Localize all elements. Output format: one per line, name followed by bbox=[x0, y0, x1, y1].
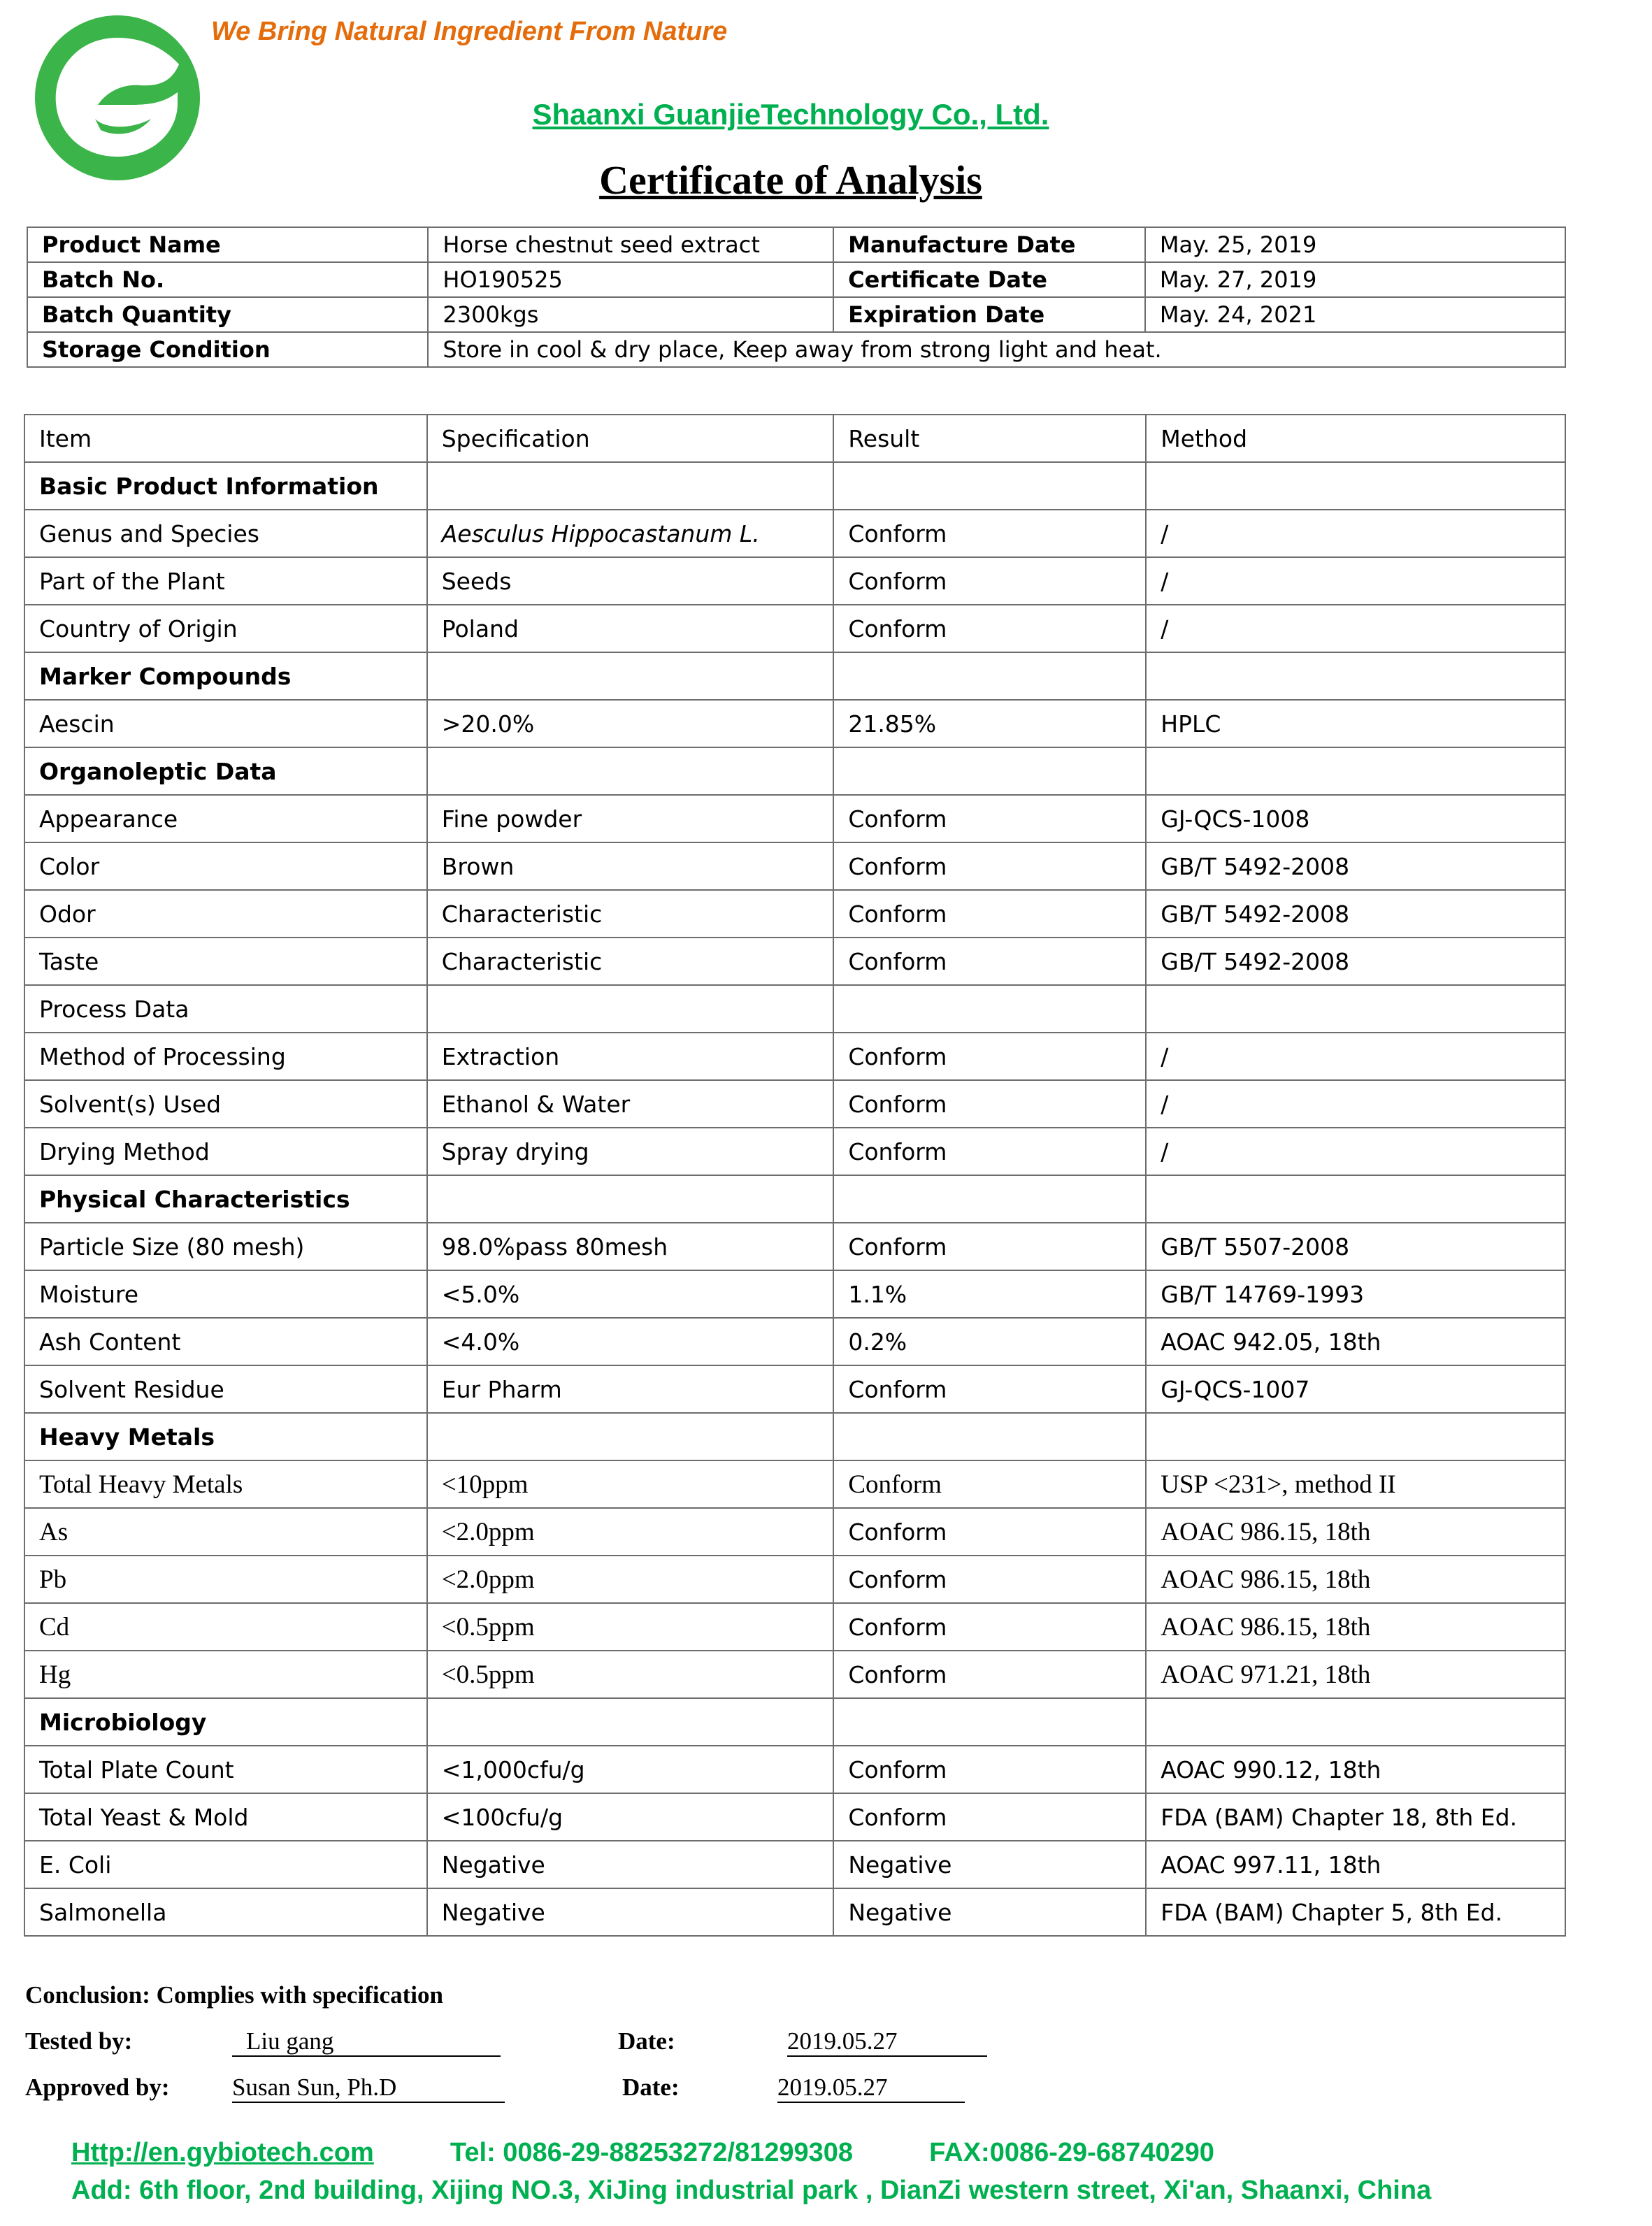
item-cell: E. Coli bbox=[24, 1841, 427, 1888]
specification-cell: Negative bbox=[427, 1888, 834, 1936]
result-cell: Conform bbox=[833, 1746, 1146, 1793]
result-cell: Conform bbox=[833, 1080, 1146, 1128]
method-cell: GB/T 5492-2008 bbox=[1146, 890, 1565, 938]
item-cell: Organoleptic Data bbox=[24, 747, 427, 795]
table-row bbox=[27, 227, 1565, 262]
item-cell: Hg bbox=[24, 1651, 427, 1698]
table-row bbox=[24, 1793, 1565, 1841]
item-cell: Cd bbox=[24, 1603, 427, 1651]
specification-cell bbox=[427, 652, 834, 700]
storage-condition-label: Storage Condition bbox=[27, 332, 428, 367]
section-row bbox=[24, 652, 1565, 700]
item-cell: Microbiology bbox=[24, 1698, 427, 1746]
section-row bbox=[24, 1698, 1565, 1746]
section-row bbox=[24, 1175, 1565, 1223]
column-header-result: Result bbox=[833, 415, 1146, 462]
specification-cell: <1,000cfu/g bbox=[427, 1746, 834, 1793]
specification-cell: Characteristic bbox=[427, 938, 834, 985]
specification-cell: <0.5ppm bbox=[427, 1603, 834, 1651]
method-cell: GB/T 5507-2008 bbox=[1146, 1223, 1565, 1270]
expiration-date-label: Expiration Date bbox=[833, 297, 1145, 332]
method-cell: / bbox=[1146, 557, 1565, 605]
storage-condition-value: Store in cool & dry place, Keep away from strong light and heat. bbox=[428, 332, 1565, 367]
expiration-date-value: May. 24, 2021 bbox=[1145, 297, 1565, 332]
item-cell: Odor bbox=[24, 890, 427, 938]
result-cell: Conform bbox=[833, 890, 1146, 938]
result-cell: Conform bbox=[833, 1793, 1146, 1841]
item-cell: Taste bbox=[24, 938, 427, 985]
section-row bbox=[24, 1413, 1565, 1460]
method-cell: GB/T 5492-2008 bbox=[1146, 842, 1565, 890]
table-row bbox=[24, 842, 1565, 890]
specification-cell: Fine powder bbox=[427, 795, 834, 842]
method-cell bbox=[1146, 652, 1565, 700]
table-row bbox=[24, 1603, 1565, 1651]
method-cell bbox=[1146, 1413, 1565, 1460]
table-row bbox=[24, 1270, 1565, 1318]
specification-cell: Brown bbox=[427, 842, 834, 890]
specification-cell: Ethanol & Water bbox=[427, 1080, 834, 1128]
method-cell: / bbox=[1146, 605, 1565, 652]
specification-cell: 98.0%pass 80mesh bbox=[427, 1223, 834, 1270]
result-cell: Negative bbox=[833, 1841, 1146, 1888]
table-row bbox=[24, 1746, 1565, 1793]
item-cell: Physical Characteristics bbox=[24, 1175, 427, 1223]
item-cell: Country of Origin bbox=[24, 605, 427, 652]
item-cell: Total Heavy Metals bbox=[24, 1460, 427, 1508]
tested-by-value: Liu gang bbox=[232, 2027, 501, 2057]
company-name: Shaanxi GuanjieTechnology Co., Ltd. bbox=[532, 98, 1049, 131]
result-cell bbox=[833, 985, 1146, 1033]
result-cell: Conform bbox=[833, 1508, 1146, 1556]
table-row bbox=[24, 1365, 1565, 1413]
contact-line bbox=[71, 2138, 1214, 2168]
table-row bbox=[24, 1128, 1565, 1175]
conclusion: Conclusion: Complies with specification bbox=[25, 1981, 443, 2009]
result-cell: Conform bbox=[833, 842, 1146, 890]
specification-cell: Negative bbox=[427, 1841, 834, 1888]
table-row bbox=[24, 1556, 1565, 1603]
approved-date-label: Date: bbox=[622, 2074, 680, 2101]
result-cell: Conform bbox=[833, 557, 1146, 605]
specification-cell: <5.0% bbox=[427, 1270, 834, 1318]
method-cell bbox=[1146, 1698, 1565, 1746]
method-cell: / bbox=[1146, 1128, 1565, 1175]
method-cell: USP <231>, method II bbox=[1146, 1460, 1565, 1508]
specification-cell: >20.0% bbox=[427, 700, 834, 747]
method-cell: FDA (BAM) Chapter 5, 8th Ed. bbox=[1146, 1888, 1565, 1936]
specification-cell: Characteristic bbox=[427, 890, 834, 938]
result-cell: Conform bbox=[833, 795, 1146, 842]
result-cell: Conform bbox=[833, 605, 1146, 652]
specification-cell bbox=[427, 747, 834, 795]
result-cell bbox=[833, 747, 1146, 795]
item-cell: Marker Compounds bbox=[24, 652, 427, 700]
tagline: We Bring Natural Ingredient From Nature bbox=[211, 17, 728, 46]
address: Add: 6th floor, 2nd building, Xijing NO.3, XiJing industrial park , DianZi western street, Xi'an, Shaanxi, China bbox=[71, 2176, 1432, 2205]
result-cell: Conform bbox=[833, 1651, 1146, 1698]
method-cell: AOAC 997.11, 18th bbox=[1146, 1841, 1565, 1888]
certificate-date-label: Certificate Date bbox=[833, 262, 1145, 297]
table-row bbox=[24, 605, 1565, 652]
item-cell: Aescin bbox=[24, 700, 427, 747]
manufacture-date-label: Manufacture Date bbox=[833, 227, 1145, 262]
method-cell: GB/T 14769-1993 bbox=[1146, 1270, 1565, 1318]
item-cell: Color bbox=[24, 842, 427, 890]
result-cell: Conform bbox=[833, 1033, 1146, 1080]
method-cell: AOAC 986.15, 18th bbox=[1146, 1508, 1565, 1556]
batch-quantity-label: Batch Quantity bbox=[27, 297, 428, 332]
method-cell: / bbox=[1146, 510, 1565, 557]
specification-cell: Extraction bbox=[427, 1033, 834, 1080]
table-row bbox=[24, 938, 1565, 985]
page-title: Certificate of Analysis bbox=[599, 157, 982, 203]
table-row bbox=[24, 1223, 1565, 1270]
table-row bbox=[24, 557, 1565, 605]
table-row bbox=[24, 1651, 1565, 1698]
method-cell bbox=[1146, 462, 1565, 510]
specification-cell: Eur Pharm bbox=[427, 1365, 834, 1413]
item-cell: Ash Content bbox=[24, 1318, 427, 1365]
approved-by-label: Approved by: bbox=[25, 2074, 170, 2101]
batch-no-value: HO190525 bbox=[428, 262, 833, 297]
table-row bbox=[24, 795, 1565, 842]
table-row bbox=[24, 510, 1565, 557]
specification-cell bbox=[427, 462, 834, 510]
specification-cell bbox=[427, 1698, 834, 1746]
table-row bbox=[24, 1508, 1565, 1556]
specification-cell: Seeds bbox=[427, 557, 834, 605]
method-cell: AOAC 942.05, 18th bbox=[1146, 1318, 1565, 1365]
item-cell: Pb bbox=[24, 1556, 427, 1603]
result-cell bbox=[833, 462, 1146, 510]
product-info-table bbox=[27, 227, 1566, 368]
table-row bbox=[24, 1888, 1565, 1936]
table-row bbox=[27, 262, 1565, 297]
item-cell: Part of the Plant bbox=[24, 557, 427, 605]
website-link[interactable]: Http://en.gybiotech.com bbox=[71, 2138, 374, 2167]
result-cell: Conform bbox=[833, 1365, 1146, 1413]
section-row bbox=[24, 747, 1565, 795]
column-header-specification: Specification bbox=[427, 415, 834, 462]
method-cell: / bbox=[1146, 1033, 1565, 1080]
table-row bbox=[24, 985, 1565, 1033]
method-cell: / bbox=[1146, 1080, 1565, 1128]
result-cell: Conform bbox=[833, 1603, 1146, 1651]
item-cell: Moisture bbox=[24, 1270, 427, 1318]
telephone: Tel: 0086-29-88253272/81299308 bbox=[450, 2138, 854, 2167]
result-cell: Conform bbox=[833, 938, 1146, 985]
item-cell: Process Data bbox=[24, 985, 427, 1033]
table-row bbox=[24, 1318, 1565, 1365]
item-cell: Solvent(s) Used bbox=[24, 1080, 427, 1128]
product-name-value: Horse chestnut seed extract bbox=[428, 227, 833, 262]
item-cell: Solvent Residue bbox=[24, 1365, 427, 1413]
table-row bbox=[24, 890, 1565, 938]
result-cell: Negative bbox=[833, 1888, 1146, 1936]
specification-table bbox=[24, 414, 1566, 1937]
specification-cell: <10ppm bbox=[427, 1460, 834, 1508]
specification-cell: <0.5ppm bbox=[427, 1651, 834, 1698]
column-header-item: Item bbox=[24, 415, 427, 462]
item-cell: Total Plate Count bbox=[24, 1746, 427, 1793]
method-cell: GJ-QCS-1007 bbox=[1146, 1365, 1565, 1413]
table-row bbox=[24, 1033, 1565, 1080]
method-cell bbox=[1146, 985, 1565, 1033]
method-cell: AOAC 986.15, 18th bbox=[1146, 1603, 1565, 1651]
method-cell: GB/T 5492-2008 bbox=[1146, 938, 1565, 985]
result-cell: 0.2% bbox=[833, 1318, 1146, 1365]
specification-cell: <2.0ppm bbox=[427, 1556, 834, 1603]
result-cell: Conform bbox=[833, 1556, 1146, 1603]
batch-quantity-value: 2300kgs bbox=[428, 297, 833, 332]
result-cell: Conform bbox=[833, 1223, 1146, 1270]
method-cell: AOAC 990.12, 18th bbox=[1146, 1746, 1565, 1793]
specification-cell bbox=[427, 1175, 834, 1223]
method-cell bbox=[1146, 747, 1565, 795]
specification-cell: Spray drying bbox=[427, 1128, 834, 1175]
approved-date-value: 2019.05.27 bbox=[777, 2074, 965, 2103]
method-cell: FDA (BAM) Chapter 18, 8th Ed. bbox=[1146, 1793, 1565, 1841]
result-cell: Conform bbox=[833, 510, 1146, 557]
item-cell: Heavy Metals bbox=[24, 1413, 427, 1460]
result-cell bbox=[833, 652, 1146, 700]
batch-no-label: Batch No. bbox=[27, 262, 428, 297]
specification-cell bbox=[427, 1413, 834, 1460]
table-row bbox=[24, 700, 1565, 747]
column-header-method: Method bbox=[1146, 415, 1565, 462]
section-row bbox=[24, 462, 1565, 510]
specification-cell: <4.0% bbox=[427, 1318, 834, 1365]
method-cell: AOAC 971.21, 18th bbox=[1146, 1651, 1565, 1698]
specification-cell: <100cfu/g bbox=[427, 1793, 834, 1841]
method-cell: HPLC bbox=[1146, 700, 1565, 747]
item-cell: Salmonella bbox=[24, 1888, 427, 1936]
certificate-date-value: May. 27, 2019 bbox=[1145, 262, 1565, 297]
product-name-label: Product Name bbox=[27, 227, 428, 262]
table-row bbox=[24, 1460, 1565, 1508]
table-row bbox=[27, 332, 1565, 367]
item-cell: Genus and Species bbox=[24, 510, 427, 557]
item-cell: As bbox=[24, 1508, 427, 1556]
result-cell: 21.85% bbox=[833, 700, 1146, 747]
manufacture-date-value: May. 25, 2019 bbox=[1145, 227, 1565, 262]
approved-by-value: Susan Sun, Ph.D bbox=[232, 2074, 505, 2103]
result-cell bbox=[833, 1413, 1146, 1460]
specification-cell: Aesculus Hippocastanum L. bbox=[427, 510, 834, 557]
result-cell: Conform bbox=[833, 1460, 1146, 1508]
table-row bbox=[24, 1080, 1565, 1128]
method-cell: GJ-QCS-1008 bbox=[1146, 795, 1565, 842]
item-cell: Appearance bbox=[24, 795, 427, 842]
item-cell: Total Yeast & Mold bbox=[24, 1793, 427, 1841]
tested-date-value: 2019.05.27 bbox=[787, 2027, 987, 2057]
item-cell: Method of Processing bbox=[24, 1033, 427, 1080]
method-cell bbox=[1146, 1175, 1565, 1223]
table-row bbox=[27, 297, 1565, 332]
result-cell: 1.1% bbox=[833, 1270, 1146, 1318]
item-cell: Basic Product Information bbox=[24, 462, 427, 510]
method-cell: AOAC 986.15, 18th bbox=[1146, 1556, 1565, 1603]
result-cell bbox=[833, 1698, 1146, 1746]
item-cell: Particle Size (80 mesh) bbox=[24, 1223, 427, 1270]
specification-cell: <2.0ppm bbox=[427, 1508, 834, 1556]
item-cell: Drying Method bbox=[24, 1128, 427, 1175]
specification-cell: Poland bbox=[427, 605, 834, 652]
table-row bbox=[24, 1841, 1565, 1888]
table-header-row bbox=[24, 415, 1565, 462]
result-cell: Conform bbox=[833, 1128, 1146, 1175]
specification-cell bbox=[427, 985, 834, 1033]
tested-by-label: Tested by: bbox=[25, 2027, 133, 2055]
fax: FAX:0086-29-68740290 bbox=[929, 2138, 1214, 2167]
tested-date-label: Date: bbox=[618, 2027, 675, 2055]
result-cell bbox=[833, 1175, 1146, 1223]
